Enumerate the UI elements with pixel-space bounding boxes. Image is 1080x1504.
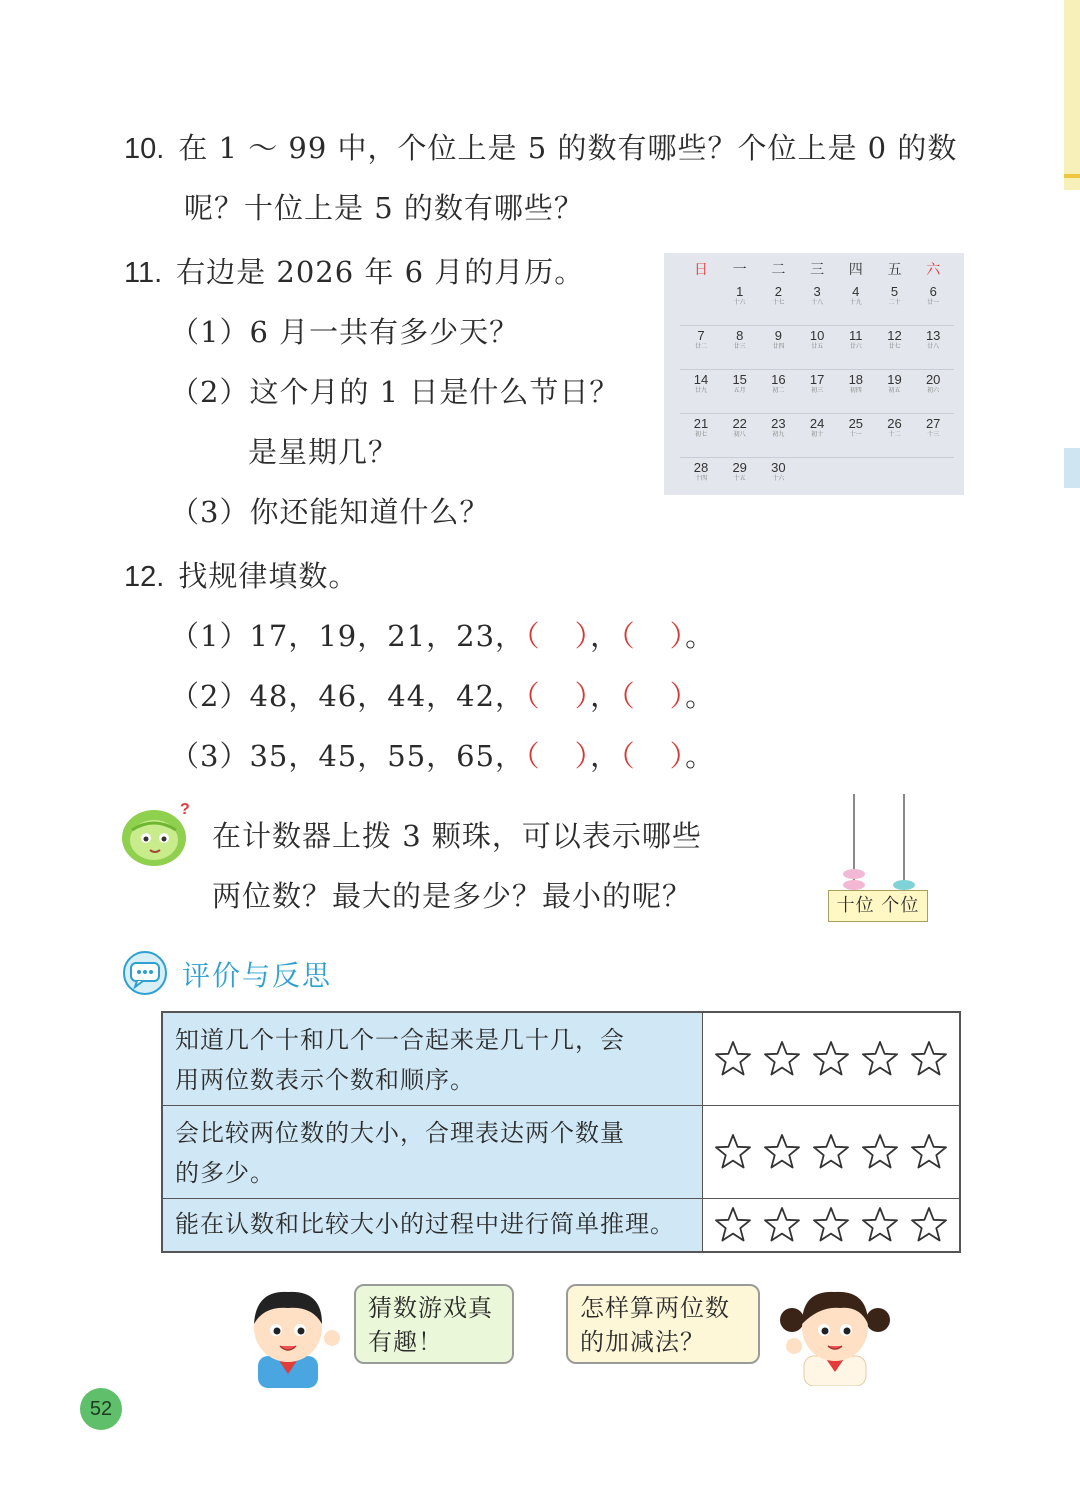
- calendar-day-cell: [797, 329, 837, 351]
- q10-line1: [124, 128, 957, 169]
- calendar-day-number: 23: [771, 416, 786, 431]
- rating-star-icon[interactable]: [713, 1132, 753, 1172]
- calendar-lunar-date: 十四: [694, 475, 707, 482]
- blank-open: （: [525, 739, 541, 773]
- calendar-lunar-date: 十九: [849, 299, 862, 306]
- calendar-day-number: 5: [890, 284, 899, 299]
- seq-numbers: 17，19，21，23，: [249, 619, 526, 653]
- eval-row-3: [163, 1199, 959, 1251]
- calendar-day-cell: [758, 285, 798, 307]
- calendar-lunar-date: 廿七: [888, 343, 901, 350]
- calendar-row-line: [680, 457, 954, 458]
- girl-character-icon: [780, 1276, 890, 1386]
- blank-close: ）: [574, 679, 591, 713]
- calendar-day-cell: [681, 461, 721, 483]
- blank-open: （: [620, 679, 636, 713]
- rating-star-icon[interactable]: [860, 1132, 900, 1172]
- eval-text-line: 的多少。: [175, 1159, 275, 1187]
- calendar-day-number: 18: [848, 372, 864, 387]
- blank-open: （: [525, 679, 541, 713]
- blank-close: ）: [669, 619, 686, 653]
- calendar-day-cell: [758, 329, 798, 351]
- q10-line2: 呢？十位上是 5 的数有哪些？: [184, 191, 584, 225]
- edge-tab-mid: [1064, 448, 1080, 488]
- calendar-day-cell: [913, 285, 953, 307]
- q11-sub3: （3）你还能知道什么？: [170, 495, 490, 529]
- eval-text-line: 用两位数表示个数和顺序。: [175, 1066, 475, 1094]
- q11-number: 11.: [124, 257, 163, 289]
- calendar-day-number: 21: [693, 416, 709, 431]
- rating-star-icon[interactable]: [860, 1205, 900, 1245]
- blank-close: ）: [574, 739, 591, 773]
- calendar-day-number: 4: [852, 284, 860, 299]
- rating-star-icon[interactable]: [762, 1039, 802, 1079]
- calendar-day-number: 8: [736, 328, 744, 343]
- calendar-lunar-date: 廿一: [927, 299, 940, 306]
- calendar-day-number: 13: [925, 328, 941, 343]
- abacus-base: [828, 890, 928, 922]
- calendar-day-number: 16: [771, 372, 786, 387]
- calendar-weekday-header: [664, 259, 964, 285]
- tens-label: 十位: [836, 895, 875, 916]
- edge-tab-line: [1064, 174, 1080, 178]
- boy-character-icon: [236, 1278, 346, 1388]
- calendar-day-number: 26: [887, 416, 902, 431]
- seq-numbers: 35，45，55，65，: [249, 739, 526, 773]
- eval-text-line: 会比较两位数的大小，合理表达两个数量: [175, 1119, 625, 1147]
- boy-speech-bubble: [354, 1284, 514, 1364]
- comma: ，: [590, 739, 621, 773]
- rating-star-icon[interactable]: [762, 1205, 802, 1245]
- calendar-lunar-date: 十三: [927, 431, 940, 438]
- calendar-day-cell: [797, 373, 837, 395]
- calendar-day-number: 17: [809, 372, 825, 387]
- calendar-lunar-date: 十七: [772, 299, 785, 306]
- calendar-lunar-date: 廿六: [849, 343, 862, 350]
- comma: ，: [590, 679, 621, 713]
- calendar-lunar-date: 廿三: [733, 343, 746, 350]
- calendar-day-number: 11: [849, 328, 863, 343]
- speech-bubble-icon: [122, 950, 168, 996]
- calendar-day-number: 1: [736, 284, 744, 299]
- bubble-text: 的加减法？: [580, 1328, 705, 1356]
- calendar-lunar-date: 廿八: [927, 343, 940, 350]
- calendar-day-cell: [913, 373, 953, 395]
- calendar-day-number: 27: [925, 416, 941, 431]
- calendar-june-2026: [664, 253, 964, 495]
- calendar-day-cell: [720, 373, 760, 395]
- calendar-lunar-date: 廿九: [694, 387, 707, 394]
- calendar-day-cell: [720, 417, 760, 439]
- calendar-lunar-date: 二十: [888, 299, 901, 306]
- eval-stars: [703, 1199, 959, 1251]
- calendar-lunar-date: 廿二: [694, 343, 707, 350]
- calendar-day-number: 6: [929, 284, 937, 299]
- q12-number: 12.: [124, 561, 165, 593]
- calendar-day-number: 14: [693, 372, 709, 387]
- calendar-weekday: 三: [810, 261, 825, 277]
- rating-star-icon[interactable]: [909, 1132, 949, 1172]
- q12-seq-1: [170, 616, 715, 656]
- q10-text-1: 在 1 ～ 99 中，个位上是 5 的数有哪些？个位上是 0 的数: [178, 131, 958, 165]
- calendar-weekday: 四: [848, 261, 863, 277]
- eval-row-2: [163, 1106, 959, 1198]
- calendar-day-cell: [758, 373, 798, 395]
- seq-label: （3）: [170, 739, 250, 773]
- calendar-lunar-date: 初八: [733, 431, 746, 438]
- ones-label: 个位: [881, 895, 920, 916]
- thinking-line1: 在计数器上拨 3 颗珠，可以表示哪些: [212, 819, 702, 853]
- calendar-lunar-date: 十五: [733, 475, 746, 482]
- comma: ，: [590, 619, 621, 653]
- calendar-day-cell: [720, 329, 760, 351]
- calendar-weekday: 二: [771, 261, 786, 277]
- calendar-day-cell: [758, 417, 798, 439]
- q11-title-line: [124, 252, 584, 293]
- bubble-text: 怎样算两位数: [580, 1294, 730, 1322]
- svg-text:?: ?: [180, 801, 190, 818]
- rating-star-icon[interactable]: [811, 1205, 851, 1245]
- calendar-day-cell: [913, 417, 953, 439]
- rating-star-icon[interactable]: [713, 1205, 753, 1245]
- eval-row-1: [163, 1013, 959, 1105]
- calendar-lunar-date: 十一: [849, 431, 862, 438]
- q11-sub2a: （2）这个月的 1 日是什么节日？: [170, 375, 620, 409]
- calendar-day-number: 25: [848, 416, 864, 431]
- calendar-lunar-date: 廿五: [811, 343, 824, 350]
- eval-criterion: [163, 1199, 703, 1251]
- tens-bead: [843, 869, 865, 879]
- abacus: [826, 794, 936, 930]
- calendar-day-cell: [758, 461, 798, 483]
- period: 。: [685, 679, 716, 713]
- q10-number: 10.: [124, 133, 165, 165]
- q12-seq-3: [170, 736, 715, 776]
- calendar-day-number: 10: [809, 328, 825, 343]
- calendar-day-cell: [875, 329, 915, 351]
- calendar-lunar-date: 初三: [811, 387, 824, 394]
- calendar-row-line: [680, 369, 954, 370]
- evaluation-table: [161, 1011, 961, 1253]
- seq-label: （2）: [170, 679, 250, 713]
- calendar-day-number: 28: [693, 460, 709, 475]
- q12-seq-2: [170, 676, 715, 716]
- calendar-day-number: 2: [774, 284, 782, 299]
- q12-title: 找规律填数。: [178, 559, 359, 593]
- calendar-day-number: 24: [809, 416, 825, 431]
- blank-close: ）: [669, 739, 686, 773]
- calendar-day-cell: [875, 417, 915, 439]
- q11-sub2b: 是星期几？: [248, 435, 399, 469]
- cabbage-mascot-icon: [118, 800, 198, 870]
- calendar-lunar-date: 初二: [772, 387, 785, 394]
- calendar-day-number: 19: [887, 372, 902, 387]
- rating-star-icon[interactable]: [713, 1039, 753, 1079]
- calendar-lunar-date: 五月: [733, 387, 746, 394]
- calendar-day-cell: [720, 285, 760, 307]
- ones-rod: [903, 794, 905, 890]
- q12-title-line: [124, 556, 358, 597]
- eval-text-line: 能在认数和比较大小的过程中进行简单推理。: [175, 1210, 675, 1238]
- blank-close: ）: [574, 619, 591, 653]
- blank-open: （: [620, 739, 636, 773]
- calendar-day-number: 22: [732, 416, 747, 431]
- tens-bead: [843, 880, 865, 890]
- calendar-day-number: 12: [887, 328, 902, 343]
- seq-numbers: 48，46，44，42，: [249, 679, 526, 713]
- girl-speech-bubble: [566, 1284, 760, 1364]
- calendar-lunar-date: 初六: [927, 387, 940, 394]
- calendar-lunar-date: 初十: [811, 431, 824, 438]
- calendar-day-cell: [836, 329, 876, 351]
- calendar-day-number: 9: [774, 328, 782, 343]
- calendar-day-cell: [797, 417, 837, 439]
- calendar-day-number: 3: [813, 284, 821, 299]
- rating-star-icon[interactable]: [762, 1132, 802, 1172]
- bubble-text: 猜数游戏真: [368, 1294, 493, 1322]
- eval-text-line: 知道几个十和几个一合起来是几十几，会: [175, 1026, 625, 1054]
- eval-stars: [703, 1106, 959, 1198]
- calendar-lunar-date: 初四: [849, 387, 862, 394]
- calendar-day-number: 20: [925, 372, 941, 387]
- rating-star-icon[interactable]: [860, 1039, 900, 1079]
- calendar-row-line: [680, 413, 954, 414]
- calendar-weekday: 一: [732, 261, 747, 277]
- blank-open: （: [525, 619, 541, 653]
- calendar-day-cell: [875, 373, 915, 395]
- calendar-lunar-date: 廿四: [772, 343, 785, 350]
- calendar-row-line: [680, 325, 954, 326]
- ones-bead: [893, 880, 915, 890]
- calendar-day-number: 15: [732, 372, 747, 387]
- calendar-day-cell: [720, 461, 760, 483]
- calendar-lunar-date: 初七: [694, 431, 707, 438]
- calendar-day-cell: [681, 373, 721, 395]
- period: 。: [685, 739, 716, 773]
- eval-criterion: [163, 1013, 703, 1105]
- thinking-line2: 两位数？最大的是多少？最小的呢？: [212, 879, 693, 913]
- rating-star-icon[interactable]: [811, 1132, 851, 1172]
- seq-label: （1）: [170, 619, 250, 653]
- period: 。: [685, 619, 716, 653]
- rating-star-icon[interactable]: [811, 1039, 851, 1079]
- rating-star-icon[interactable]: [909, 1205, 949, 1245]
- bubble-text: 有趣！: [368, 1328, 443, 1356]
- calendar-day-number: 29: [732, 460, 747, 475]
- calendar-lunar-date: 十六: [772, 475, 785, 482]
- calendar-lunar-date: 十二: [888, 431, 901, 438]
- rating-star-icon[interactable]: [909, 1039, 949, 1079]
- calendar-day-cell: [875, 285, 915, 307]
- eval-stars: [703, 1013, 959, 1105]
- calendar-weekday: 五: [887, 261, 902, 277]
- calendar-day-cell: [681, 329, 721, 351]
- eval-criterion: [163, 1106, 703, 1198]
- q11-title: 右边是 2026 年 6 月的月历。: [176, 255, 585, 289]
- calendar-lunar-date: 十六: [733, 299, 746, 306]
- evaluation-title: 评价与反思: [182, 959, 333, 992]
- calendar-lunar-date: 十八: [811, 299, 824, 306]
- calendar-day-cell: [836, 373, 876, 395]
- calendar-weekday: 六: [926, 261, 941, 277]
- blank-open: （: [620, 619, 636, 653]
- q11-sub1: （1）6 月一共有多少天？: [170, 315, 520, 349]
- calendar-day-cell: [836, 285, 876, 307]
- calendar-weekday: 日: [694, 261, 708, 277]
- calendar-lunar-date: 初五: [888, 387, 901, 394]
- calendar-day-cell: [681, 417, 721, 439]
- calendar-day-number: 7: [697, 328, 705, 343]
- calendar-day-cell: [836, 417, 876, 439]
- calendar-lunar-date: 初九: [772, 431, 785, 438]
- edge-tab-top: [1064, 0, 1080, 190]
- blank-close: ）: [669, 679, 686, 713]
- calendar-day-cell: [913, 329, 953, 351]
- calendar-day-cell: [797, 285, 837, 307]
- page-number: 52: [80, 1388, 122, 1430]
- calendar-day-number: 30: [771, 460, 786, 475]
